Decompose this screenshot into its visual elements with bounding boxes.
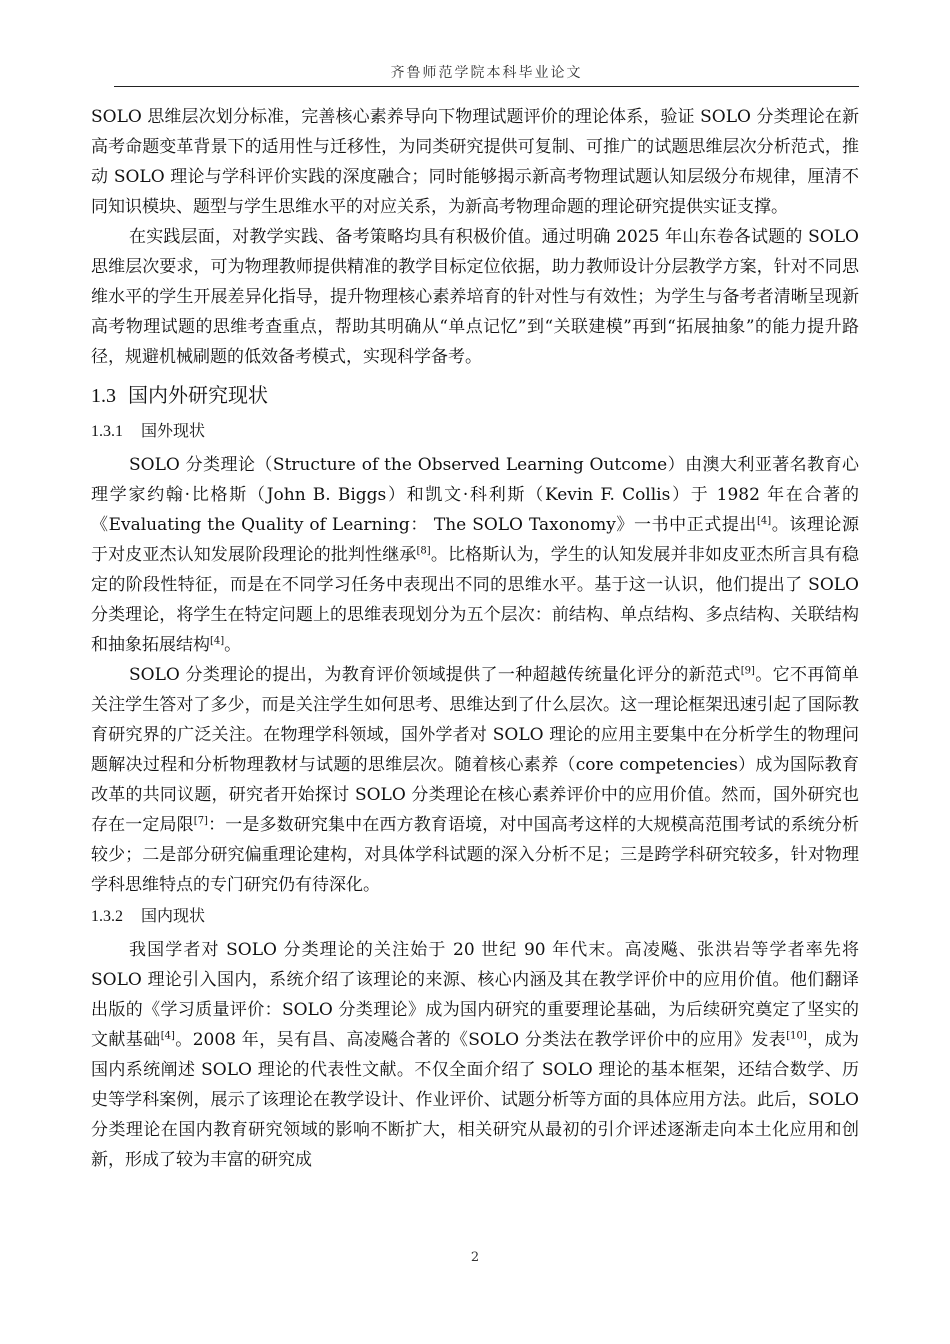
running-header: 齐鲁师范学院本科毕业论文 <box>114 62 859 87</box>
text-run: ：一是多数研究集中在西方教育语境，对中国高考这样的大规模高范围考试的系统分析较少；二是部分研究偏重理论建构，对具体学科试题的深入分析不足；三是跨学科研究较多，针对物理学科思维特点的专门研究仍有待深化。 <box>91 815 860 895</box>
section-number: 1.3 <box>91 385 116 407</box>
citation-ref[interactable]: [7] <box>193 815 208 827</box>
text-run: 。 <box>224 635 242 655</box>
paragraph-continued: SOLO 思维层次划分标准，完善核心素养导向下物理试题评价的理论体系，验证 SOLO 分类理论在新高考命题变革背景下的适用性与迁移性，为同类研究提供可复制、可推广的试题思维层次分析范式，推动 SOLO 理论与学科评价实践的深度融合；同时能够揭示新高考物理试题认知层级分布规律，厘清不同知识模块、题型与学生思维水平的对应关系，为新高考物理命题的理论研究提供实证支撑。 <box>91 107 859 217</box>
text-run: SOLO 分类理论（Structure of the Observed Learning Outcome）由澳大利亚著名教育心理学家约翰·比格斯（John B. Biggs）和凯文·科利斯（Kevin F. Collis）于 1982 年在合著的《Evaluating the Quality of Learning： The SOLO Taxonomy》一书中正式提出 <box>91 455 859 535</box>
citation-ref[interactable]: [4] <box>756 515 772 527</box>
subsection-number: 1.3.2 <box>91 908 123 925</box>
main-text <box>91 102 859 1175</box>
text-run: 。2008 年，吴有昌、高凌飚合著的《SOLO 分类法在教学评价中的应用》发表 <box>174 1030 787 1050</box>
subsection-title: 国外现状 <box>141 421 206 440</box>
citation-ref[interactable]: [8] <box>416 545 431 557</box>
section-title: 国内外研究现状 <box>128 383 268 407</box>
paragraph-solo-foreign-research <box>91 660 859 900</box>
text-run: 。它不再简单关注学生答对了多少，而是关注学生如何思考、思维达到了什么层次。这一理论框架迅速引起了国际教育研究界的广泛关注。在物理学科领域，国外学者对 SOLO 理论的应用主要集中在分析学生的物理问题解决过程和分析物理教材与试题的思维层次。随着核心素养（core competencies）成为国际教育改革的共同议题，研究者开始探讨 SOLO 分类理论在核心素养评价中的应用价值。然而，国外研究也存在一定局限 <box>91 665 859 835</box>
citation-ref[interactable]: [10] <box>786 1030 807 1042</box>
citation-ref[interactable]: [4] <box>160 1030 175 1042</box>
subsection-number: 1.3.1 <box>91 423 123 440</box>
subsection-heading-1-3-2 <box>91 902 859 931</box>
section-heading-1-3 <box>91 378 859 413</box>
paragraph-solo-origin <box>91 450 859 660</box>
text-run: ，成为国内系统阐述 SOLO 理论的代表性文献。不仅全面介绍了 SOLO 理论的基本框架，还结合数学、历史等学科案例，展示了该理论在教学设计、作业评价、试题分析等方面的具体应用方法。此后，SOLO 分类理论在国内教育研究领域的影响不断扩大，相关研究从最初的引介评述逐渐走向本土化应用和创新，形成了较为丰富的研究成 <box>91 1030 859 1170</box>
paragraph-solo-domestic-research <box>91 935 859 1175</box>
subsection-title: 国内现状 <box>141 906 206 925</box>
paragraph-practice-value: 在实践层面，对教学实践、备考策略均具有积极价值。通过明确 2025 年山东卷各试题的 SOLO 思维层次要求，可为物理教师提供精准的教学目标定位依据，助力教师设计分层教学方案，针对不同思维水平的学生开展差异化指导，提升物理核心素养培育的针对性与有效性；为学生与备考者清晰呈现新高考物理试题的思维考查重点，帮助其明确从“单点记忆”到“关联建模”再到“拓展抽象”的能力提升路径，规避机械刷题的低效备考模式，实现科学备考。 <box>91 227 859 367</box>
citation-ref[interactable]: [9] <box>740 665 755 677</box>
subsection-heading-1-3-1 <box>91 417 859 446</box>
text-run: SOLO 分类理论的提出，为教育评价领域提供了一种超越传统量化评分的新范式 <box>129 665 741 685</box>
text-run: 我国学者对 SOLO 分类理论的关注始于 20 世纪 90 年代末。高凌飚、张洪岩等学者率先将 SOLO 理论引入国内，系统介绍了该理论的来源、核心内涵及其在教学评价中的应用价值。他们翻译出版的《学习质量评价：SOLO 分类理论》成为国内研究的重要理论基础，为后续研究奠定了坚实的文献基础 <box>91 940 859 1050</box>
citation-ref[interactable]: [4] <box>210 635 225 647</box>
page-number: 2 <box>470 1250 480 1265</box>
text-run: 。比格斯认为，学生的认知发展并非如皮亚杰所言具有稳定的阶段性特征，而是在不同学习任务中表现出不同的思维水平。基于这一认识，他们提出了 SOLO 分类理论，将学生在特定问题上的思维表现划分为五个层次：前结构、单点结构、多点结构、关联结构和抽象拓展结构 <box>91 545 859 655</box>
text-run: 。该理论源于对皮亚杰认知发展阶段理论的批判性继承 <box>91 515 860 565</box>
